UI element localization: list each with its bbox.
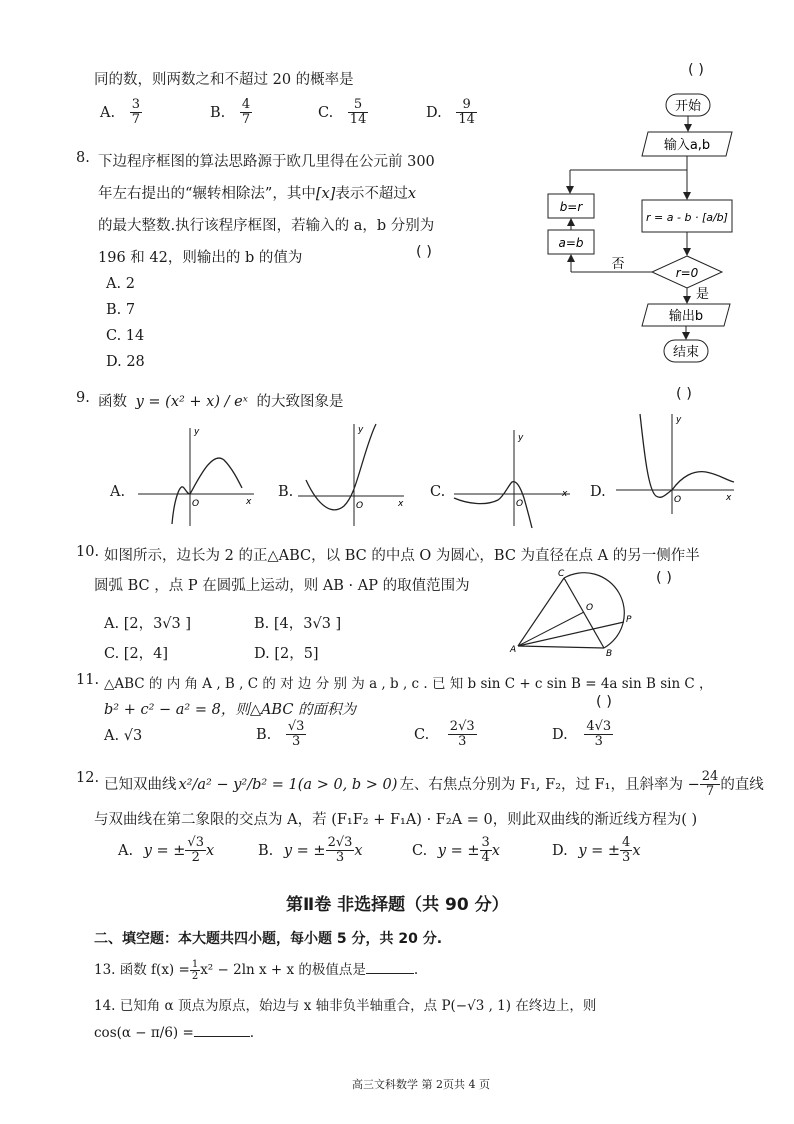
q9-option-b-label: B.	[278, 484, 294, 500]
q14-line1: 14. 已知角 α 顶点为原点，始边与 x 轴非负半轴重合，点 P(−√3 , 1) 在终边上，则	[94, 998, 597, 1014]
svg-text:C: C	[558, 569, 565, 579]
flow-assign-br-text: b=r	[559, 200, 583, 214]
q10-option-d: D. [2，5]	[254, 646, 319, 662]
svg-text:A: A	[510, 645, 517, 655]
flow-no-label: 否	[611, 257, 625, 272]
svg-text:x: x	[246, 497, 252, 507]
q9-option-c-label: C.	[430, 484, 446, 500]
svg-text:B: B	[606, 649, 613, 656]
q12-line1: 已知双曲线 x²/a² − y²/b² = 1(a > 0, b > 0) 左、右焦点分别为 F₁, F₂，过 F₁，且斜率为 − $\frac{24}{7}$ 的直线	[104, 769, 764, 800]
q9-stem: 函数 y = (x² + x) / eˣ 的大致图象是	[98, 394, 344, 410]
q10-option-c: C. [2，4]	[104, 646, 169, 662]
q8-paren: ( )	[416, 244, 432, 260]
flow-assign-ab-text: a=b	[558, 236, 584, 250]
svg-text:O: O	[192, 499, 200, 509]
q9-option-a-label: A.	[110, 484, 126, 500]
q11-line2: b² + c² − a² = 8，则△ABC 的面积为	[104, 702, 357, 718]
flow-start-text: 开始	[674, 99, 702, 114]
q10-option-a: A. [2，3√3 ]	[104, 616, 192, 632]
section2-title: 第Ⅱ卷 非选择题（共 90 分）	[286, 895, 509, 915]
q8-line2: 年左右提出的“辗转相除法”，其中[x]表示不超过x	[98, 186, 417, 202]
q8-number: 8.	[76, 150, 90, 166]
q7-option-b: B. $\frac{4}{7}$	[210, 97, 251, 128]
q8-option-a: A. 2	[106, 276, 135, 292]
q10-line2: 圆弧 BC ，点 P 在圆弧上运动，则 AB · AP 的取值范围为	[94, 578, 470, 594]
flow-end-text: 结束	[672, 345, 700, 360]
flowchart	[540, 88, 760, 368]
q8-option-c: C. 14	[106, 328, 145, 344]
q11-paren: ( )	[596, 694, 612, 710]
q9-graph-b	[292, 420, 412, 530]
q9-option-d-label: D.	[590, 484, 606, 500]
q11-line1: △ABC 的 内 角 A , B , C 的 对 边 分 别 为 a , b , c . 已 知 b sin C + c sin B = 4a sin B sin C ，	[104, 676, 713, 692]
q9-graph-d	[610, 410, 740, 520]
flow-compute-r-text: r = a - b · [a/b]	[646, 211, 728, 224]
q14-answer-blank[interactable]	[194, 1024, 250, 1037]
svg-text:y: y	[518, 433, 524, 443]
flow-yes-label: 是	[696, 287, 710, 302]
flow-condition-text: r=0	[675, 266, 699, 280]
q8-line4: 196 和 42，则输出的 b 的值为	[98, 250, 303, 266]
q10-line1: 如图所示，边长为 2 的正△ABC，以 BC 的中点 O 为圆心，BC 为直径在点 A 的另一侧作半	[104, 548, 700, 564]
flow-input-text: 输入a,b	[663, 138, 711, 153]
q12-option-d: D. y = ± $\frac{4}{3}$ x	[552, 835, 641, 866]
q7-option-a: A. $\frac{3}{7}$	[100, 97, 140, 128]
q8-option-d: D. 28	[106, 354, 145, 370]
q12-option-c: C. y = ± $\frac{3}{4}$ x	[412, 835, 500, 866]
q9-paren: ( )	[676, 386, 692, 402]
q12-number: 12.	[76, 770, 100, 786]
q8-line1: 下边程序框图的算法思路源于欧几里得在公元前 300	[98, 154, 435, 170]
q11-option-c: C. $\frac{2√3}{3}$	[414, 719, 475, 750]
q11-number: 11.	[76, 672, 100, 688]
q12-option-a: A. y = ± $\frac{√3}{2}$ x	[118, 835, 215, 866]
q12-line2: 与双曲线在第二象限的交点为 A，若 (F₁F₂ + F₁A) · F₂A = 0，则此双曲线的渐近线方程为( )	[94, 812, 698, 828]
q7-paren: ( )	[688, 62, 704, 78]
q12-option-b: B. y = ± $\frac{2√3}{3}$ x	[258, 835, 363, 866]
q8-option-b: B. 7	[106, 302, 136, 318]
q10-option-b: B. [4，3√3 ]	[254, 616, 342, 632]
svg-text:y: y	[676, 415, 682, 425]
q7-stem-end: 同的数，则两数之和不超过 20 的概率是	[94, 72, 354, 88]
q11-option-a: A. √3	[104, 728, 143, 744]
q10-number: 10.	[76, 544, 100, 560]
q9-graph-c	[448, 420, 578, 530]
svg-text:x: x	[398, 499, 404, 509]
svg-text:x: x	[562, 489, 568, 499]
svg-text:y: y	[194, 427, 200, 437]
q9-number: 9.	[76, 390, 90, 406]
q11-option-d: D. $\frac{4√3}{3}$	[552, 719, 612, 750]
q13-answer-blank[interactable]	[366, 961, 414, 974]
svg-text:O: O	[356, 501, 364, 511]
q10-figure	[508, 566, 642, 656]
q9-graph-a	[132, 420, 262, 530]
q10-paren: ( )	[656, 570, 672, 586]
svg-text:y: y	[358, 425, 364, 435]
svg-text:O: O	[586, 603, 594, 613]
q13: 13. 函数 f(x) = $\frac{1}{2}$ x² − 2ln x + x 的极值点是 .	[94, 959, 419, 982]
svg-text:x: x	[726, 493, 732, 503]
q7-option-d: D. $\frac{9}{14}$	[426, 97, 475, 128]
flow-output-text: 输出b	[668, 309, 704, 324]
svg-text:O: O	[516, 499, 524, 509]
svg-text:O: O	[674, 495, 682, 505]
q7-option-c: C. $\frac{5}{14}$	[318, 97, 367, 128]
page-footer: 高三文科数学 第 2页共 4 页	[352, 1078, 490, 1091]
q8-line3: 的最大整数.执行该程序框图，若输入的 a，b 分别为	[98, 218, 435, 234]
q11-option-b: B. $\frac{√3}{3}$	[256, 719, 305, 750]
section2-part: 二、填空题：本大题共四小题，每小题 5 分，共 20 分.	[94, 931, 443, 947]
q14-line2: cos(α − π/6) = .	[94, 1025, 255, 1041]
svg-text:P: P	[626, 615, 632, 625]
